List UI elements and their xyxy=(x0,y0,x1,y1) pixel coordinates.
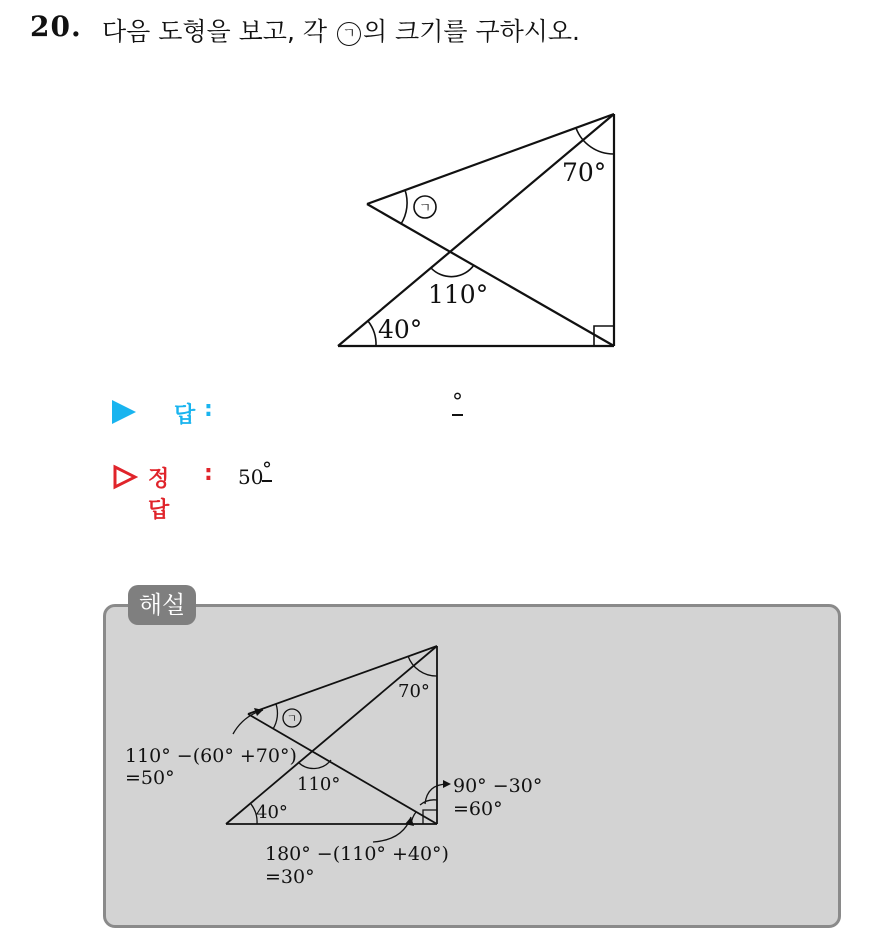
exp-arc-right-upper xyxy=(420,800,437,805)
exp-calc-bottom-1: 180° −(110° +40°) xyxy=(265,843,449,865)
correct-colon: : xyxy=(204,461,213,486)
triangle-figure xyxy=(0,0,884,400)
exp-calc-bottom-2: =30° xyxy=(265,866,315,888)
question-text-before: 다음 도형을 보고, 각 xyxy=(102,17,327,46)
exp-arrow-bottom xyxy=(373,817,411,842)
question-text-after: 의 크기를 구하시오. xyxy=(362,17,580,46)
label-110: 110° xyxy=(428,280,489,309)
explanation-figure xyxy=(103,604,841,928)
exp-calc-left-1: 110° −(60° +70°) xyxy=(125,745,297,767)
answer-colon: : xyxy=(204,397,213,422)
exp-label-unknown: ㄱ xyxy=(286,712,298,725)
question-number: 20. xyxy=(30,10,82,43)
arc-40 xyxy=(368,321,376,346)
correct-arrow-icon xyxy=(112,464,138,490)
correct-unit: ° xyxy=(262,457,272,481)
exp-calc-right-1: 90° −30° xyxy=(453,775,543,797)
exp-arrowhead-right xyxy=(443,780,451,788)
exp-calc-left-2: =50° xyxy=(125,767,175,789)
answer-blank-unit[interactable]: ° xyxy=(452,390,463,415)
exp-arc-unknown xyxy=(273,704,277,729)
exp-arc-110 xyxy=(298,760,331,769)
exp-line-diagonal xyxy=(226,646,437,824)
answer-arrow-icon xyxy=(112,400,136,424)
exp-label-40: 40° xyxy=(256,802,288,823)
answer-label: 답 xyxy=(174,403,196,428)
exp-label-110: 110° xyxy=(297,774,341,795)
arc-unknown xyxy=(401,190,407,224)
circled-giyeok-symbol: ㄱ xyxy=(337,22,361,46)
arc-110 xyxy=(431,265,474,277)
correct-value: 50 xyxy=(238,465,264,489)
correct-label: 정답 xyxy=(148,467,170,523)
exp-calc-right-2: =60° xyxy=(453,798,503,820)
figure-line-diagonal xyxy=(338,114,614,346)
label-40: 40° xyxy=(378,315,423,344)
explanation-tab: 해설 xyxy=(128,585,196,625)
exp-label-70: 70° xyxy=(398,681,430,702)
label-unknown: ㄱ xyxy=(418,201,432,216)
label-70: 70° xyxy=(562,158,607,187)
